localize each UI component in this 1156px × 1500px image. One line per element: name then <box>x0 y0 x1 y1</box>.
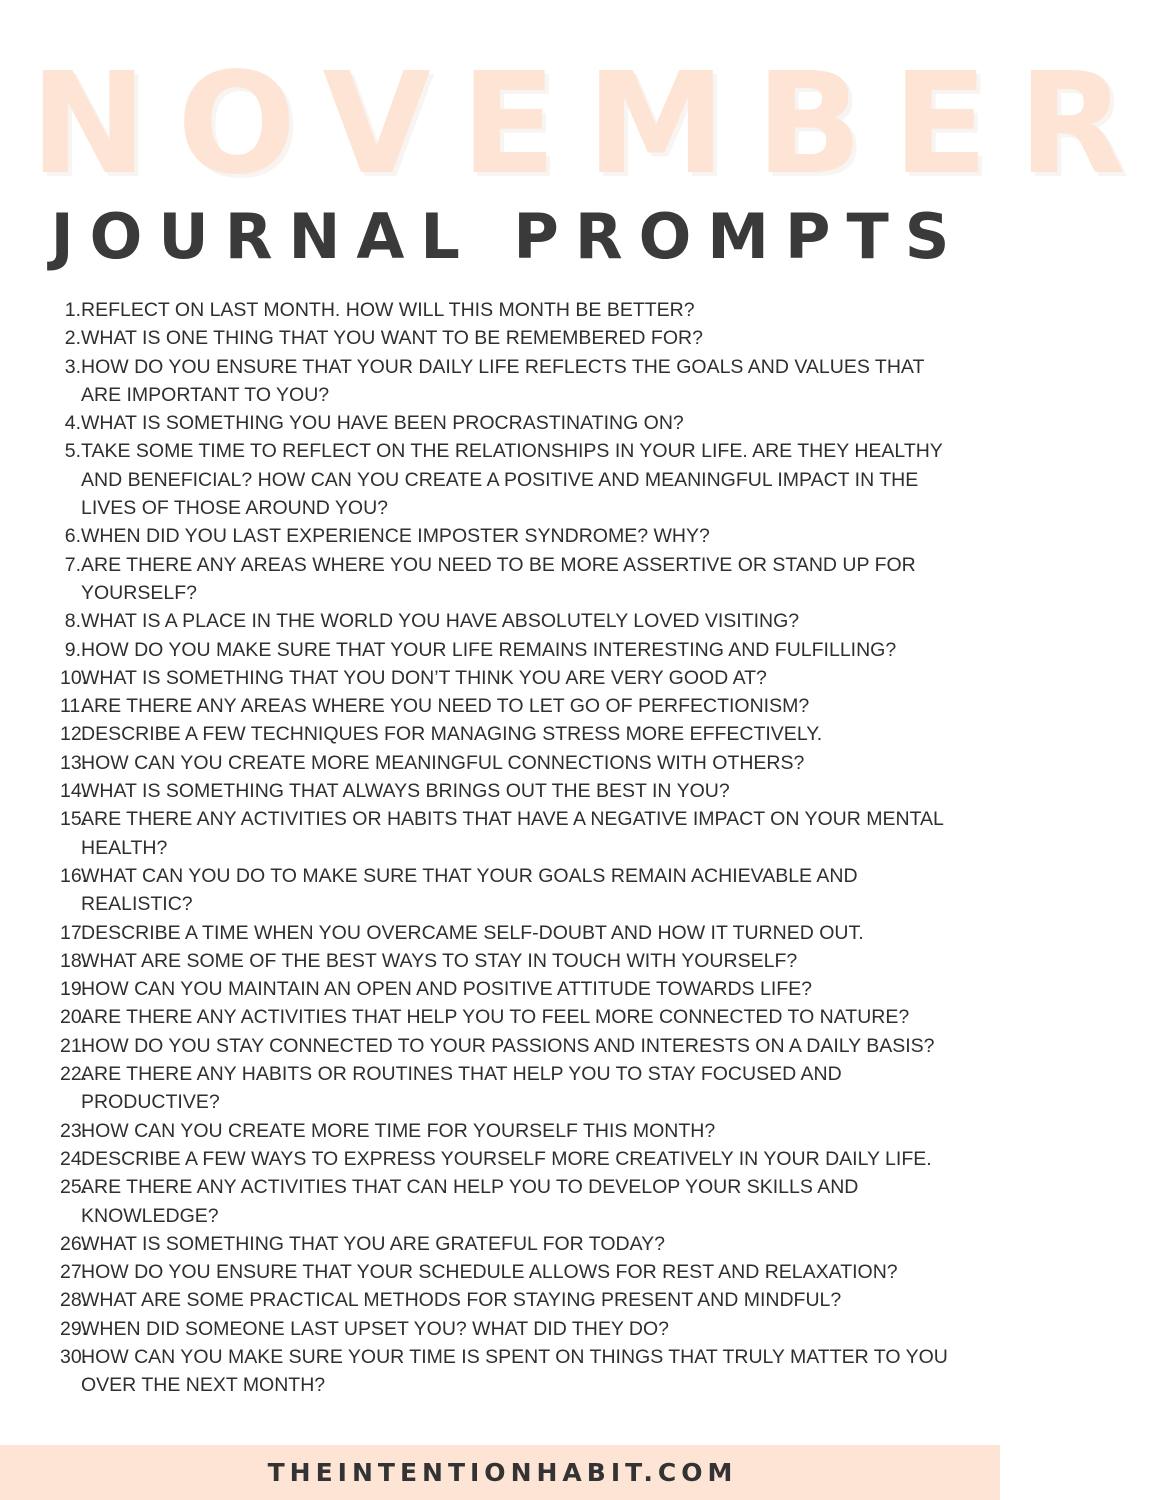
list-item <box>60 1003 965 1031</box>
prompt-number: 11. <box>60 695 86 718</box>
list-item <box>60 296 965 324</box>
list-item <box>60 919 965 947</box>
prompt-text: DESCRIBE A FEW WAYS TO EXPRESS YOURSELF MORE CREATIVELY IN YOUR DAILY LIFE. <box>81 1147 932 1170</box>
prompt-text: HOW DO YOU ENSURE THAT YOUR DAILY LIFE REFLECTS THE GOALS AND VALUES THAT ARE IMPORTANT TO YOU? <box>81 355 925 406</box>
list-item <box>60 1315 965 1343</box>
prompt-text: ARE THERE ANY HABITS OR ROUTINES THAT HELP YOU TO STAY FOCUSED AND PRODUCTIVE? <box>81 1063 842 1114</box>
month-title: NOVEMBER <box>30 43 1156 206</box>
prompt-number: 14. <box>60 780 88 803</box>
prompt-number: 12. <box>60 723 88 746</box>
list-item <box>60 1230 965 1258</box>
prompt-text: DESCRIBE A FEW TECHNIQUES FOR MANAGING STRESS MORE EFFECTIVELY. <box>81 723 823 746</box>
prompt-text: HOW CAN YOU CREATE MORE MEANINGFUL CONNECTIONS WITH OTHERS? <box>81 751 805 774</box>
prompt-number: 23. <box>60 1119 88 1142</box>
prompt-text: WHEN DID YOU LAST EXPERIENCE IMPOSTER SYNDROME? WHY? <box>81 525 710 548</box>
prompt-number: 4. <box>64 412 81 435</box>
prompt-number: 13. <box>60 751 88 774</box>
prompt-text: WHAT IS A PLACE IN THE WORLD YOU HAVE ABSOLUTELY LOVED VISITING? <box>81 610 800 633</box>
prompt-number: 24. <box>60 1147 88 1170</box>
prompt-text: HOW CAN YOU CREATE MORE TIME FOR YOURSELF THIS MONTH? <box>81 1119 716 1142</box>
prompt-text: ARE THERE ANY AREAS WHERE YOU NEED TO LET GO OF PERFECTIONISM? <box>81 695 810 718</box>
prompt-text: HOW DO YOU ENSURE THAT YOUR SCHEDULE ALLOWS FOR REST AND RELAXATION? <box>81 1261 898 1284</box>
prompt-number: 9. <box>64 638 81 661</box>
prompt-number: 28. <box>60 1289 88 1312</box>
prompt-number: 30. <box>60 1345 88 1368</box>
prompt-number: 3. <box>64 355 81 378</box>
prompt-number: 7. <box>64 553 81 576</box>
list-item <box>60 805 965 862</box>
prompt-text: WHAT IS SOMETHING YOU HAVE BEEN PROCRASTINATING ON? <box>81 412 684 435</box>
prompt-text: DESCRIBE A TIME WHEN YOU OVERCAME SELF-DOUBT AND HOW IT TURNED OUT. <box>81 921 864 944</box>
prompt-number: 2. <box>64 327 81 350</box>
prompt-text: WHAT IS ONE THING THAT YOU WANT TO BE REMEMBERED FOR? <box>81 327 703 350</box>
list-item <box>60 551 965 608</box>
prompt-text: ARE THERE ANY ACTIVITIES OR HABITS THAT HAVE A NEGATIVE IMPACT ON YOUR MENTAL HEALTH? <box>81 808 944 859</box>
prompt-number: 17. <box>60 921 88 944</box>
prompt-number: 5. <box>64 440 81 463</box>
list-item <box>60 749 965 777</box>
list-item <box>60 975 965 1003</box>
prompt-number: 1. <box>64 299 81 321</box>
prompt-number: 25. <box>60 1176 88 1199</box>
prompt-number: 15. <box>60 808 88 831</box>
list-item <box>60 1343 965 1400</box>
footer-website: THEINTENTIONHABIT.COM <box>267 1458 738 1487</box>
list-item <box>60 664 965 692</box>
prompt-text: TAKE SOME TIME TO REFLECT ON THE RELATIONSHIPS IN YOUR LIFE. ARE THEY HEALTHY AND BENEFICIAL? HOW CAN YOU CREATE A POSITIVE AND MEANINGFUL IMPACT IN THE LIVES OF THOSE AROUND YOU? <box>81 440 943 520</box>
prompt-text: ARE THERE ANY AREAS WHERE YOU NEED TO BE MORE ASSERTIVE OR STAND UP FOR YOURSELF? <box>81 553 916 604</box>
list-item <box>60 1117 965 1145</box>
prompt-number: 6. <box>64 525 81 548</box>
prompt-number: 27. <box>60 1261 88 1284</box>
list-item <box>60 353 965 410</box>
list-item <box>60 1258 965 1286</box>
prompt-number: 16. <box>60 864 88 887</box>
list-item <box>60 522 965 550</box>
list-item <box>60 1060 965 1117</box>
list-item <box>60 720 965 748</box>
list-item <box>60 409 965 437</box>
list-item <box>60 777 965 805</box>
prompt-number: 19. <box>60 978 88 1001</box>
prompt-text: HOW CAN YOU MAKE SURE YOUR TIME IS SPENT ON THINGS THAT TRULY MATTER TO YOU OVER THE NEXT MONTH? <box>81 1345 948 1397</box>
prompt-text: ARE THERE ANY ACTIVITIES THAT HELP YOU TO FEEL MORE CONNECTED TO NATURE? <box>81 1006 910 1029</box>
prompt-text: WHAT ARE SOME PRACTICAL METHODS FOR STAYING PRESENT AND MINDFUL? <box>81 1289 842 1312</box>
page-title: JOURNAL PROMPTS <box>50 200 966 273</box>
list-item <box>60 607 965 635</box>
list-item <box>60 862 965 919</box>
prompt-list <box>60 296 965 1400</box>
prompt-text: WHAT CAN YOU DO TO MAKE SURE THAT YOUR GOALS REMAIN ACHIEVABLE AND REALISTIC? <box>81 864 858 916</box>
list-item <box>60 324 965 352</box>
prompt-number: 20. <box>60 1006 88 1029</box>
prompt-text: WHAT IS SOMETHING THAT YOU ARE GRATEFUL FOR TODAY? <box>81 1232 666 1255</box>
prompt-number: 26. <box>60 1232 88 1255</box>
prompt-number: 29. <box>60 1317 88 1340</box>
prompt-number: 21. <box>60 1034 88 1057</box>
list-item <box>60 1145 965 1173</box>
prompt-number: 18. <box>60 949 88 972</box>
list-item <box>60 636 965 664</box>
list-item <box>60 1286 965 1314</box>
prompt-text: HOW DO YOU MAKE SURE THAT YOUR LIFE REMAINS INTERESTING AND FULFILLING? <box>81 638 897 661</box>
list-item <box>60 1032 965 1060</box>
prompt-number: 8. <box>64 610 81 633</box>
prompt-text: WHAT IS SOMETHING THAT YOU DON’T THINK YOU ARE VERY GOOD AT? <box>81 666 767 689</box>
prompt-number: 10. <box>60 666 88 689</box>
prompt-text: ARE THERE ANY ACTIVITIES THAT CAN HELP YOU TO DEVELOP YOUR SKILLS AND KNOWLEDGE? <box>81 1176 859 1227</box>
prompt-text: WHAT IS SOMETHING THAT ALWAYS BRINGS OUT THE BEST IN YOU? <box>81 780 730 803</box>
prompt-text: WHAT ARE SOME OF THE BEST WAYS TO STAY IN TOUCH WITH YOURSELF? <box>81 949 798 972</box>
prompt-text: HOW CAN YOU MAINTAIN AN OPEN AND POSITIVE ATTITUDE TOWARDS LIFE? <box>81 978 813 1001</box>
list-item <box>60 692 965 720</box>
prompt-text: HOW DO YOU STAY CONNECTED TO YOUR PASSIONS AND INTERESTS ON A DAILY BASIS? <box>81 1034 935 1057</box>
prompt-number: 22. <box>60 1063 88 1086</box>
prompt-text: WHEN DID SOMEONE LAST UPSET YOU? WHAT DID THEY DO? <box>81 1317 670 1340</box>
prompt-text: REFLECT ON LAST MONTH. HOW WILL THIS MONTH BE BETTER? <box>81 299 695 321</box>
list-item <box>60 437 965 522</box>
list-item <box>60 947 965 975</box>
list-item <box>60 1173 965 1230</box>
